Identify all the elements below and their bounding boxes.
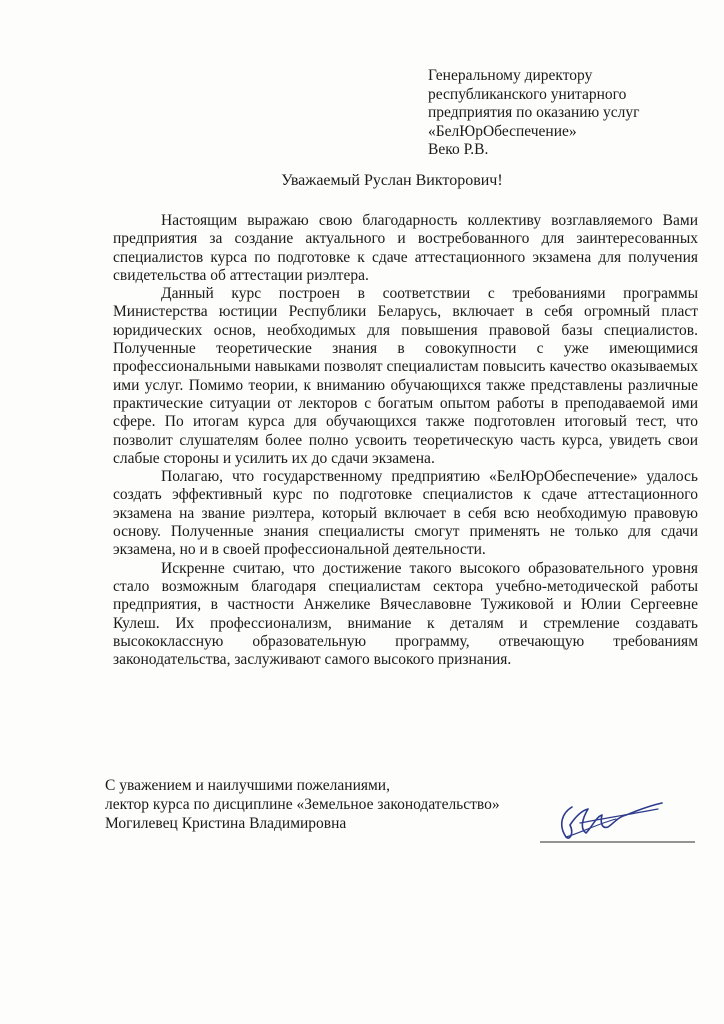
- signature-icon: [540, 793, 700, 853]
- letter-body: [113, 212, 698, 669]
- signer-name: Могилевец Кристина Владимировна: [105, 815, 347, 832]
- closing-line: С уважением и наилучшими пожеланиями,: [105, 777, 390, 794]
- closing-block: [105, 776, 500, 833]
- addressee-line: Генеральному директору: [428, 67, 593, 84]
- addressee-line: республиканского унитарного: [428, 85, 627, 103]
- closing-line: лектор курса по дисциплине «Земельное законодательство»: [105, 796, 500, 813]
- addressee-block: [428, 67, 708, 160]
- body-paragraph: Данный курс построен в соответствии с требованиями программы Министерства юстиции Республики Беларусь, включает в себя огромный пласт юридических основ, необходимых для повышения правовой базы специалистов. Полученные теоретические знания в совокупности с уже имеющимися профессиональными навыками позволят специалистам повысить качество оказываемых ими услуг. Помимо теории, к вниманию обучающихся также представлены различные практические ситуации от лекторов с богатым опытом работы в преподаваемой ими сфере. По итогам курса для обучающихся также подготовлен итоговый тест, что позволит слушателям более полно усвоить теоретическую часть курса, увидеть свои слабые стороны и усилить их до сдачи экзамена.: [113, 285, 698, 467]
- addressee-line: Веко Р.В.: [428, 141, 489, 158]
- body-paragraph: Полагаю, что государственному предприятию «БелЮрОбеспечение» удалось создать эффективный курс по подготовке специалистов к сдаче аттестационного экзамена на звание риэлтера, который включает в себя всю необходимую правовую основу. Полученные знания специалисты смогут применять не только для сдачи экзамена, но и в своей профессиональной деятельности.: [113, 468, 698, 559]
- addressee-line: «БелЮрОбеспечение»: [428, 122, 577, 140]
- body-paragraph: Искренне считаю, что достижение такого высокого образовательного уровня стало возможным благодаря специалистам сектора учебно-методической работы предприятия, в частности Анжелике Вячеславовне Тужиковой и Юлии Сергеевне Кулеш. Их профессионализм, внимание к деталям и стремление создавать высококлассную образовательную программу, отвечающую требованиям законодательства, заслуживают самого высокого признания.: [113, 559, 698, 669]
- addressee-line: предприятия по оказанию услуг: [428, 104, 640, 121]
- body-paragraph: Настоящим выражаю свою благодарность коллективу возглавляемого Вами предприятия за создание актуального и востребованного для заинтересованных специалистов курса по подготовке к сдаче аттестационного экзамена для получения свидетельства об аттестации риэлтера.: [113, 212, 698, 284]
- salutation: Уважаемый Руслан Викторович!: [281, 172, 503, 189]
